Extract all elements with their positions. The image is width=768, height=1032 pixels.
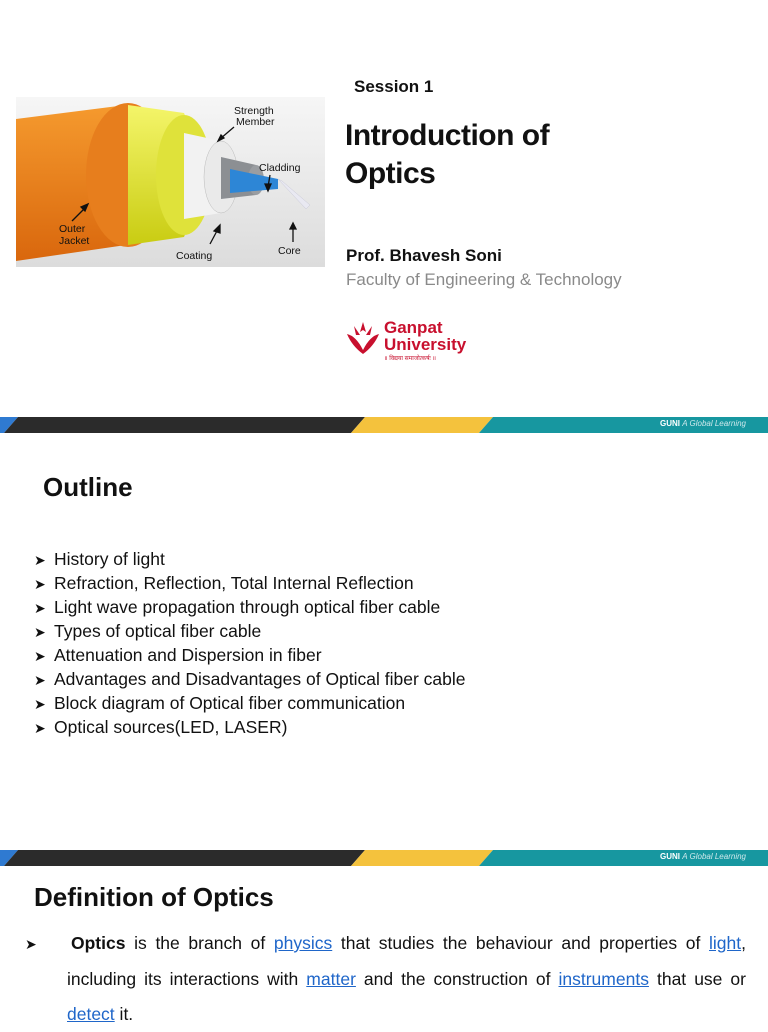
svg-text:Outer: Outer [59,223,86,235]
outline-list [34,548,466,740]
logo-text-ganpat: Ganpat [384,318,443,337]
link-physics[interactable]: physics [273,933,333,953]
logo-text-university: University [384,335,467,354]
definition-paragraph: ➤ Optics is the branch of physics that studies the behaviour and properties of light, including its interactions with matter and the construction of instruments that use or detect it. [46,926,746,1032]
list-item: ➤ Refraction, Reflection, Total Internal Reflection [34,572,466,596]
list-item: ➤ Attenuation and Dispersion in fiber [34,644,466,668]
slide-divider-band [0,417,768,433]
slide-divider-band [0,850,768,866]
link-detect[interactable]: detect [67,1004,115,1024]
arrowhead-bullet-icon: ➤ [34,576,46,592]
band-brand-tag: GUNI A Global Learning [660,419,746,428]
list-item: ➤ Advantages and Disadvantages of Optical fiber cable [34,668,466,692]
arrowhead-bullet-icon: ➤ [34,720,46,736]
fiber-optic-cable-image [16,97,325,267]
title-line-1: Introduction of [345,119,550,152]
svg-text:Core: Core [278,245,301,257]
link-light[interactable]: light [709,933,742,953]
session-label: Session 1 [354,77,434,96]
arrowhead-bullet-icon: ➤ [25,936,37,952]
definition-heading: Definition of Optics [34,882,274,912]
list-item: ➤ Light wave propagation through optical fiber cable [34,596,466,620]
arrowhead-bullet-icon: ➤ [34,624,46,640]
arrowhead-bullet-icon: ➤ [34,672,46,688]
arrowhead-bullet-icon: ➤ [34,648,46,664]
list-item: ➤ Types of optical fiber cable [34,620,466,644]
svg-text:Member: Member [236,116,275,128]
svg-text:Cladding: Cladding [259,162,301,174]
title-line-2: Optics [345,157,436,190]
arrowhead-bullet-icon: ➤ [34,600,46,616]
list-item: ➤ Optical sources(LED, LASER) [34,716,466,740]
presentation-title [345,117,549,193]
arrowhead-bullet-icon: ➤ [34,696,46,712]
list-item: ➤ History of light [34,548,466,572]
list-item: ➤ Block diagram of Optical fiber communication [34,692,466,716]
svg-text:Coating: Coating [176,250,213,262]
band-brand-tag: GUNI A Global Learning [660,852,746,861]
svg-text:Jacket: Jacket [59,235,90,247]
term-optics: Optics [71,933,126,953]
arrowhead-bullet-icon: ➤ [34,552,46,568]
faculty-name: Faculty of Engineering & Technology [346,270,622,289]
presenter-name: Prof. Bhavesh Soni [346,246,502,265]
outline-heading: Outline [43,472,133,502]
link-instruments[interactable]: instruments [558,969,649,989]
university-logo [346,318,476,364]
svg-text:Strength: Strength [234,105,274,117]
logo-motto: ॥ विद्यया समाजोत्कर्षः ॥ [384,356,437,362]
lotus-emblem-icon [346,320,380,356]
link-matter[interactable]: matter [306,969,356,989]
